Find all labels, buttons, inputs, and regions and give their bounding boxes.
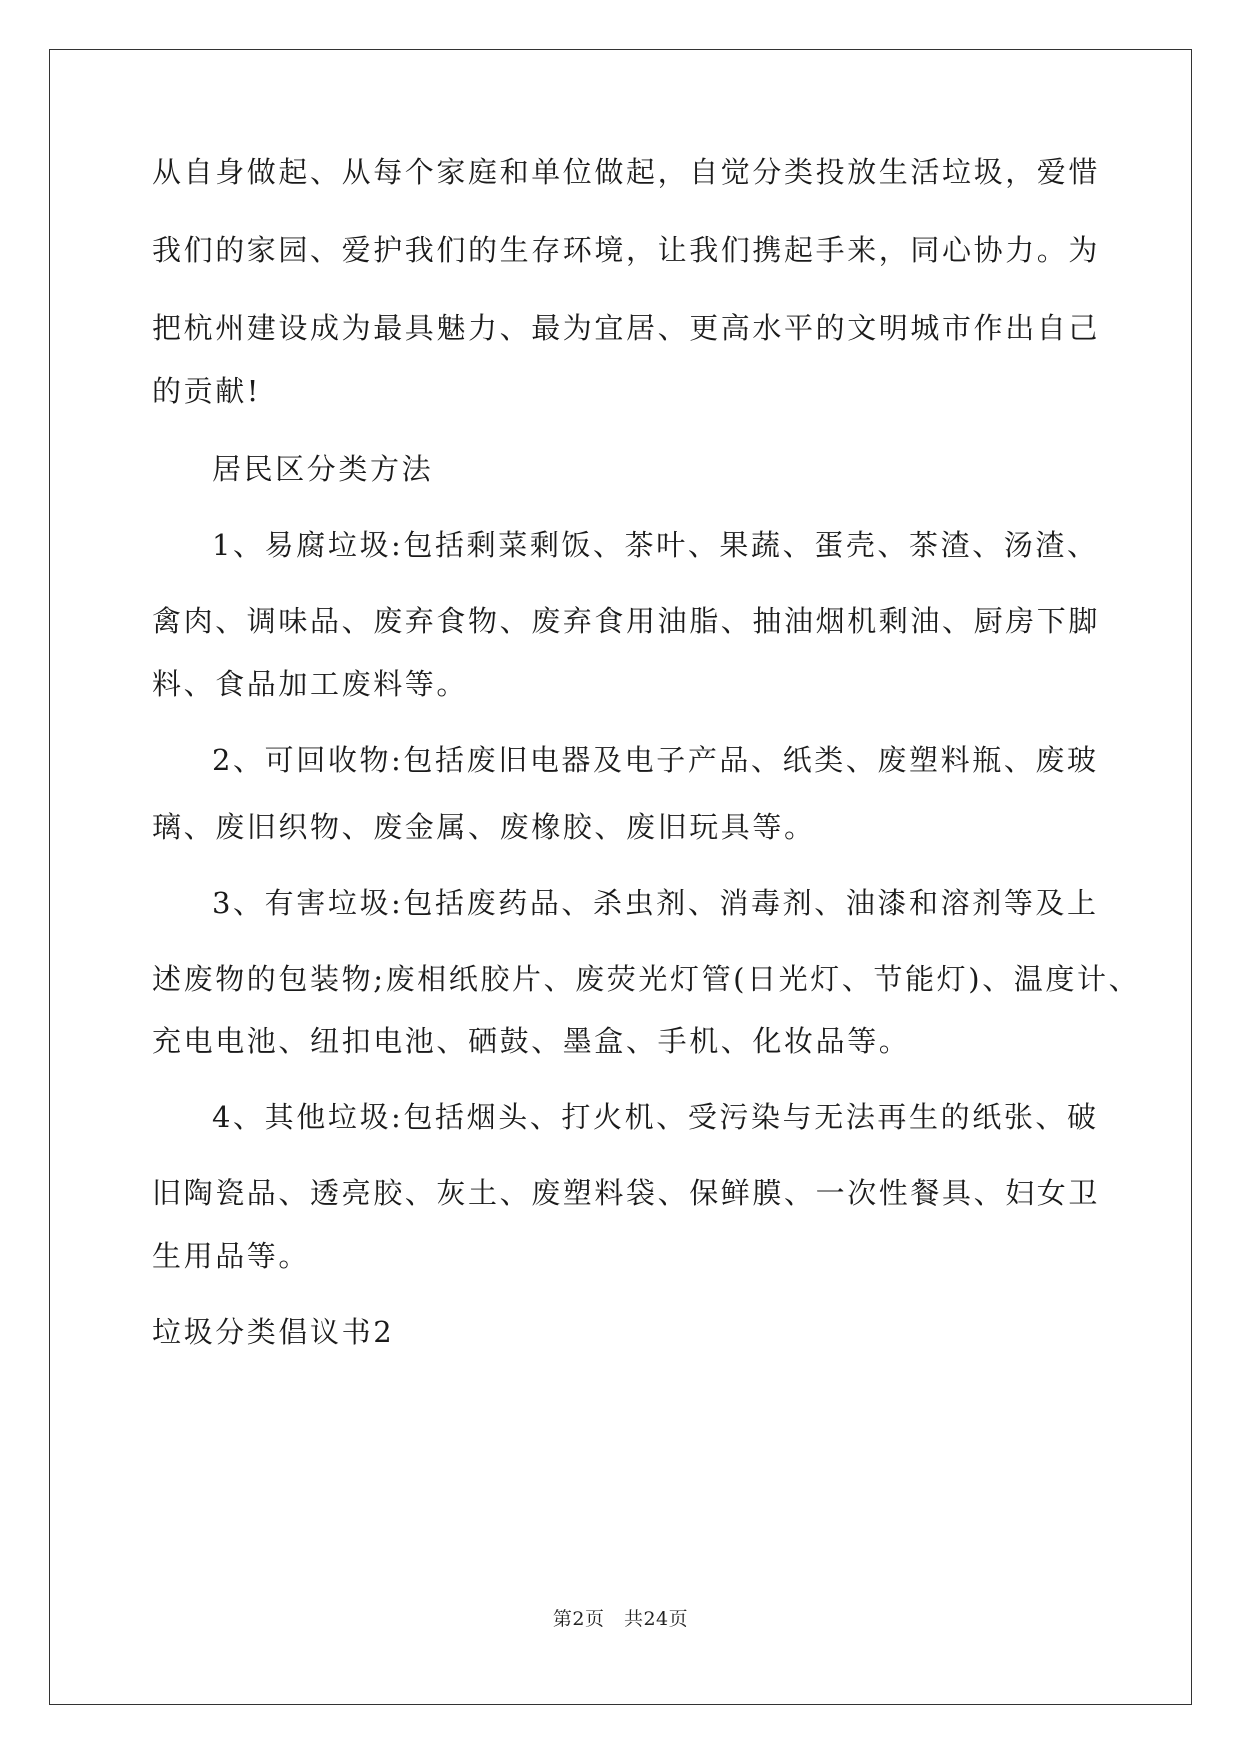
intro-line-2: 我们的家园、爱护我们的生存环境，让我们携起手来，同心协力。为: [152, 233, 1101, 267]
item4-line-2: 旧陶瓷品、透亮胶、灰土、废塑料袋、保鲜膜、一次性餐具、妇女卫: [152, 1176, 1101, 1210]
item2-line-1: 2、可回收物:包括废旧电器及电子产品、纸类、废塑料瓶、废玻: [212, 743, 1099, 777]
intro-line-4: 的贡献!: [152, 374, 262, 408]
section-heading: 居民区分类方法: [212, 452, 434, 486]
item1-line-1: 1、易腐垃圾:包括剩菜剩饭、茶叶、果蔬、蛋壳、茶渣、汤渣、: [212, 528, 1099, 562]
item3-line-2: 述废物的包装物;废相纸胶片、废荧光灯管(日光灯、节能灯)、温度计、: [152, 962, 1141, 996]
item1-line-2: 禽肉、调味品、废弃食物、废弃食用油脂、抽油烟机剩油、厨房下脚: [152, 604, 1101, 638]
item4-line-3: 生用品等。: [152, 1239, 311, 1273]
item4-line-1: 4、其他垃圾:包括烟头、打火机、受污染与无法再生的纸张、破: [212, 1100, 1099, 1134]
page-number-footer: 第2页 共24页: [552, 1608, 689, 1630]
item1-line-3: 料、食品加工废料等。: [152, 667, 469, 701]
item3-line-3: 充电电池、纽扣电池、硒鼓、墨盒、手机、化妆品等。: [152, 1024, 911, 1058]
intro-line-1: 从自身做起、从每个家庭和单位做起，自觉分类投放生活垃圾，爱惜: [152, 155, 1101, 189]
section-title: 垃圾分类倡议书2: [152, 1315, 395, 1349]
intro-line-3: 把杭州建设成为最具魅力、最为宜居、更高水平的文明城市作出自己: [152, 311, 1101, 345]
item3-line-1: 3、有害垃圾:包括废药品、杀虫剂、消毒剂、油漆和溶剂等及上: [212, 886, 1099, 920]
page-border: [49, 49, 1192, 1705]
item2-line-2: 璃、废旧织物、废金属、废橡胶、废旧玩具等。: [152, 810, 816, 844]
